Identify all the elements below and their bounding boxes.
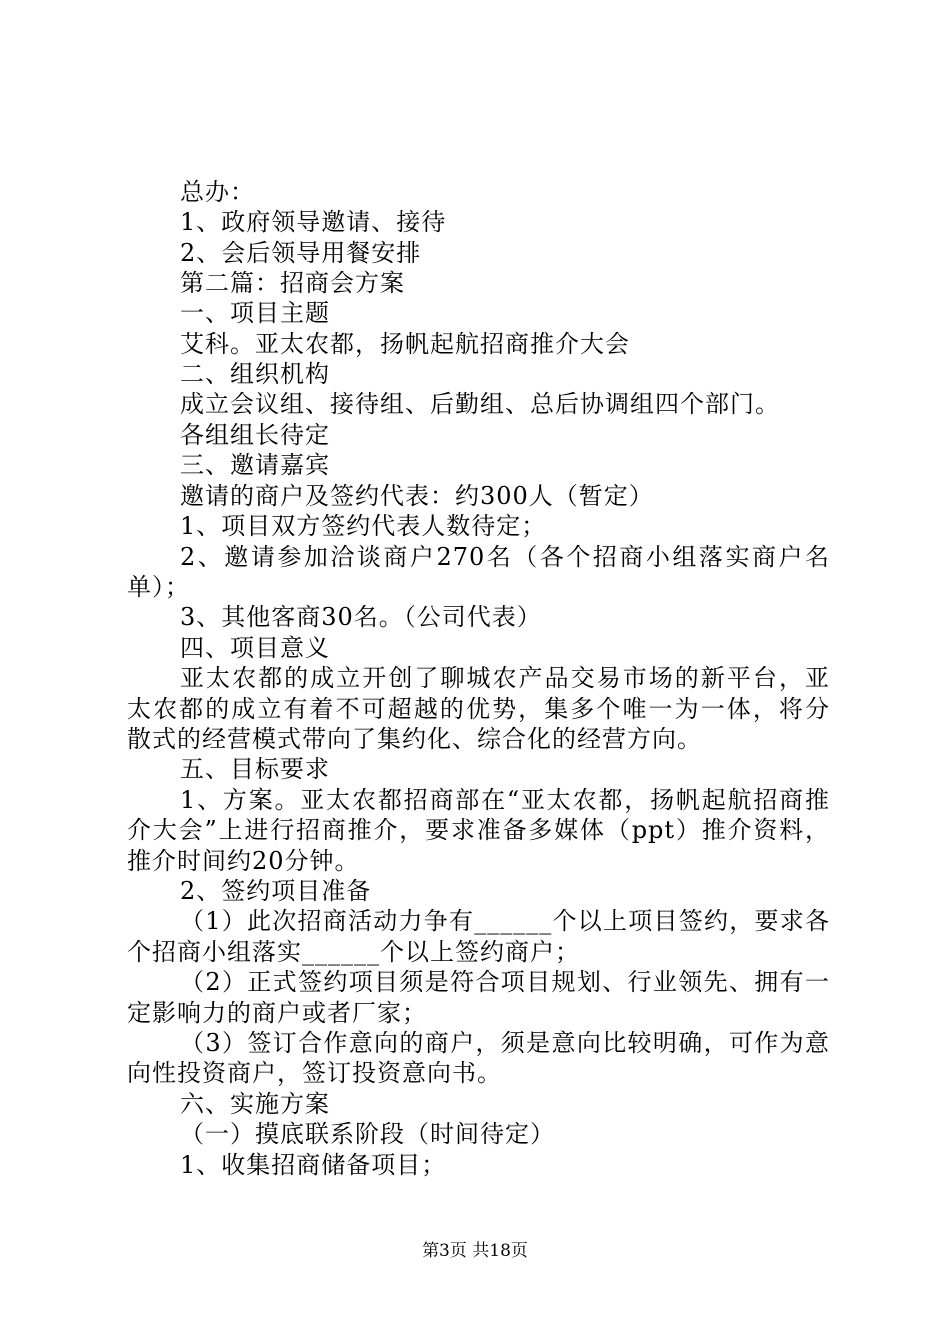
- section-heading: 第二篇：招商会方案: [180, 269, 405, 297]
- text-line: 1、政府领导邀请、接待: [180, 208, 447, 236]
- section-heading: 一、项目主题: [180, 299, 330, 327]
- text-line: 1、方案。亚太农都招商部在“亚太农都，扬帆起航招商推: [180, 786, 830, 814]
- text-line: 总办：: [180, 178, 255, 206]
- text-line: 各组组长待定: [180, 421, 330, 449]
- text-line: 亚太农都的成立开创了聊城农产品交易市场的新平台，亚: [180, 664, 830, 692]
- text-line: 太农都的成立有着不可超越的优势，集多个唯一为一体，将分: [127, 695, 830, 723]
- text-line: 定影响力的商户或者厂家；: [127, 999, 427, 1027]
- text-line: 3、其他客商30名。（公司代表）: [180, 603, 542, 631]
- section-heading: 四、项目意义: [180, 634, 330, 662]
- section-heading: 六、实施方案: [180, 1090, 330, 1118]
- text-line: 2、邀请参加洽谈商户270名（各个招商小组落实商户名: [180, 543, 830, 571]
- section-heading: 二、组织机构: [180, 360, 330, 388]
- text-line: 1、项目双方签约代表人数待定；: [180, 512, 547, 540]
- section-heading: 三、邀请嘉宾: [180, 451, 330, 479]
- text-line: （一）摸底联系阶段（时间待定）: [180, 1120, 555, 1148]
- text-line: （2）正式签约项目须是符合项目规划、行业领先、拥有一: [180, 968, 830, 996]
- text-line: 单）；: [127, 573, 190, 601]
- text-line: 邀请的商户及签约代表：约300人（暂定）: [180, 482, 654, 510]
- text-line: 散式的经营模式带向了集约化、综合化的经营方向。: [127, 725, 702, 753]
- text-line: 1、收集招商储备项目；: [180, 1151, 447, 1179]
- text-line: 推介时间约20分钟。: [127, 847, 360, 875]
- text-line: 成立会议组、接待组、后勤组、总后协调组四个部门。: [180, 390, 780, 418]
- text-line: 2、签约项目准备: [180, 877, 372, 905]
- text-line: 介大会”上进行招商推介，要求准备多媒体（ppt）推介资料，: [127, 816, 830, 844]
- text-line: （3）签订合作意向的商户，须是意向比较明确，可作为意: [180, 1029, 830, 1057]
- section-heading: 五、目标要求: [180, 755, 330, 783]
- text-line: 个招商小组落实______个以上签约商户；: [127, 938, 580, 966]
- text-line: 2、会后领导用餐安排: [180, 239, 422, 267]
- text-line: （1）此次招商活动力争有______个以上项目签约，要求各: [180, 907, 830, 935]
- text-line: 向性投资商户，签订投资意向书。: [127, 1059, 502, 1087]
- text-line: 艾科。亚太农都，扬帆起航招商推介大会: [180, 330, 630, 358]
- page-footer: 第3页 共18页: [422, 1241, 528, 1261]
